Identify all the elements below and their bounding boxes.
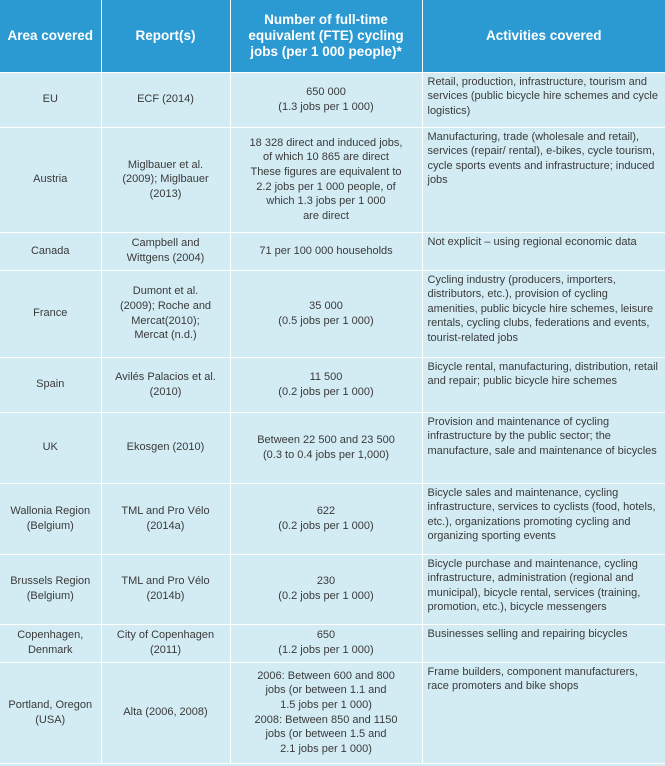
area-cell: Copenhagen, Denmark	[0, 624, 101, 662]
report-cell: Avilés Palacios et al. (2010)	[101, 357, 230, 412]
table-row	[0, 554, 665, 624]
header-jobs: Number of full-time equivalent (FTE) cycling jobs (per 1 000 people)*	[230, 0, 422, 72]
activities-cell: Bicycle rental, manufacturing, distribution, retail and repair; public bicycle hire schemes	[422, 357, 665, 412]
report-cell: Campbell and Wittgens (2004)	[101, 232, 230, 270]
activities-cell: Retail, production, infrastructure, tourism and services (public bicycle hire schemes and cycle logistics)	[422, 72, 665, 127]
jobs-cell: 230 (0.2 jobs per 1 000)	[230, 554, 422, 624]
table-row	[0, 270, 665, 357]
activities-cell: Businesses selling and repairing bicycles	[422, 624, 665, 662]
area-cell: Austria	[0, 127, 101, 232]
jobs-cell: 622 (0.2 jobs per 1 000)	[230, 483, 422, 554]
area-cell: Brussels Region (Belgium)	[0, 554, 101, 624]
header-activities: Activities covered	[422, 0, 665, 72]
area-cell: UK	[0, 412, 101, 483]
activities-cell: Provision and maintenance of cycling infrastructure by the public sector; the manufacture, sale and maintenance of bicycles	[422, 412, 665, 483]
activities-cell: Manufacturing, trade (wholesale and retail), services (repair/ rental), e-bikes, cycle tourism, cycle sports events and infrastructure; induced jobs	[422, 127, 665, 232]
report-cell: Ekosgen (2010)	[101, 412, 230, 483]
table-row	[0, 232, 665, 270]
report-cell: Miglbauer et al. (2009); Miglbauer (2013)	[101, 127, 230, 232]
activities-cell: Frame builders, component manufacturers, race promoters and bike shops	[422, 662, 665, 763]
table-row	[0, 483, 665, 554]
area-cell: Spain	[0, 357, 101, 412]
area-cell: Portland, Oregon (USA)	[0, 662, 101, 763]
jobs-cell: 2006: Between 600 and 800 jobs (or between 1.1 and 1.5 jobs per 1 000) 2008: Between 850 and 1150 jobs (or between 1.5 and 2.1 jobs per 1 000)	[230, 662, 422, 763]
jobs-cell: 71 per 100 000 households	[230, 232, 422, 270]
table-row	[0, 412, 665, 483]
report-cell: Alta (2006, 2008)	[101, 662, 230, 763]
table-row	[0, 624, 665, 662]
report-cell: Dumont et al. (2009); Roche and Mercat(2010); Mercat (n.d.)	[101, 270, 230, 357]
table-row	[0, 662, 665, 763]
area-cell: Wallonia Region (Belgium)	[0, 483, 101, 554]
jobs-cell: 35 000 (0.5 jobs per 1 000)	[230, 270, 422, 357]
header-area: Area covered	[0, 0, 101, 72]
jobs-cell: 11 500 (0.2 jobs per 1 000)	[230, 357, 422, 412]
jobs-cell: Between 22 500 and 23 500 (0.3 to 0.4 jobs per 1,000)	[230, 412, 422, 483]
jobs-cell: 18 328 direct and induced jobs, of which 10 865 are direct These figures are equivalent to 2.2 jobs per 1 000 people, of which 1.3 jobs per 1 000 are direct	[230, 127, 422, 232]
activities-cell: Bicycle purchase and maintenance, cycling infrastructure, administration (regional and municipal), bicycle rental, services (training, promotion, etc.), bicycle messengers	[422, 554, 665, 624]
table-row	[0, 72, 665, 127]
jobs-cell: 650 000 (1.3 jobs per 1 000)	[230, 72, 422, 127]
header-report: Report(s)	[101, 0, 230, 72]
report-cell: City of Copenhagen (2011)	[101, 624, 230, 662]
report-cell: TML and Pro Vélo (2014a)	[101, 483, 230, 554]
jobs-cell: 650 (1.2 jobs per 1 000)	[230, 624, 422, 662]
report-cell: ECF (2014)	[101, 72, 230, 127]
table-row	[0, 357, 665, 412]
table-row	[0, 127, 665, 232]
activities-cell: Not explicit – using regional economic data	[422, 232, 665, 270]
activities-cell: Bicycle sales and maintenance, cycling infrastructure, services to cyclists (food, hotels, etc.), organizations promoting cycling and organizing sporting events	[422, 483, 665, 554]
report-cell: TML and Pro Vélo (2014b)	[101, 554, 230, 624]
activities-cell: Cycling industry (producers, importers, distributors, etc.), provision of cycling amenities, public bicycle hire schemes, leisure rentals, cycling clubs, federations and events, tourist-related jobs	[422, 270, 665, 357]
area-cell: Canada	[0, 232, 101, 270]
header-row	[0, 0, 665, 72]
area-cell: EU	[0, 72, 101, 127]
area-cell: France	[0, 270, 101, 357]
